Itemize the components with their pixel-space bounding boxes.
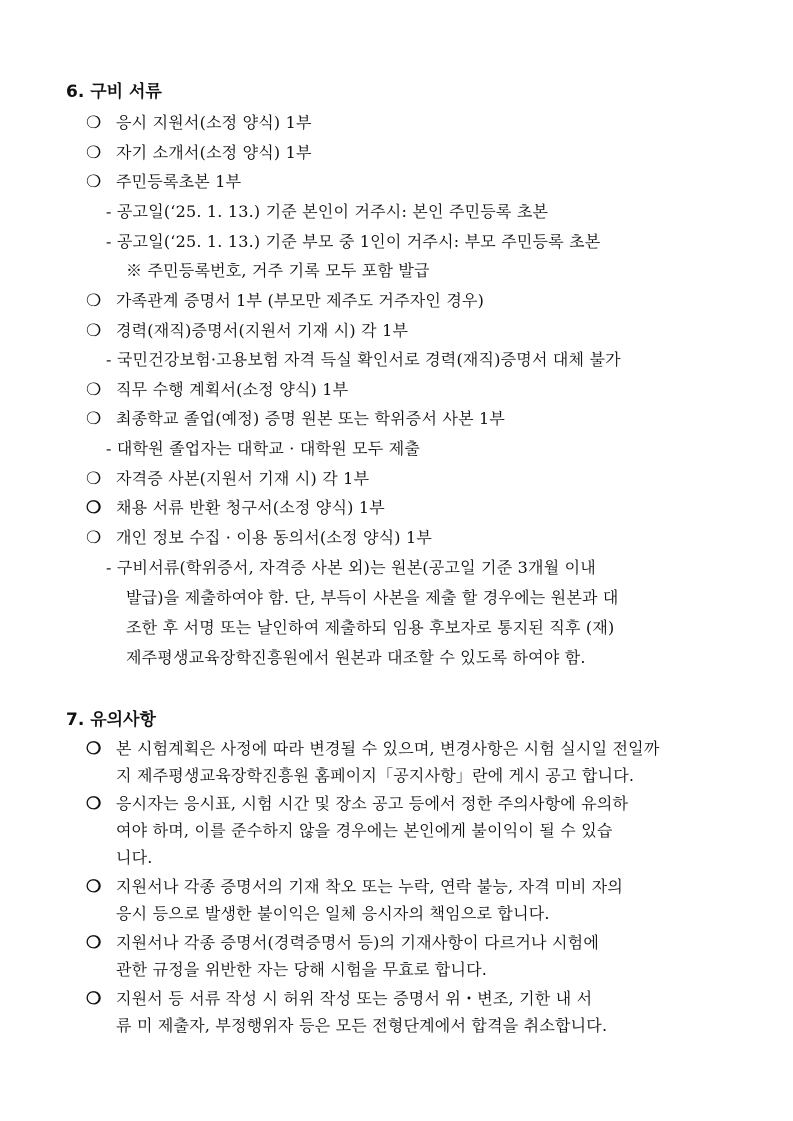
list-item: 지원서 등 서류 작성 시 허위 작성 또는 증명서 위・변조, 기한 내 서 — [116, 989, 593, 1008]
list-item: 지원서나 각종 증명서의 기재 착오 또는 누락, 연락 불능, 자격 미비 자의 — [116, 877, 624, 896]
bullet-icon: ❍ — [86, 113, 102, 133]
list-item: 가족관계 증명서 1부 (부모만 제주도 거주자인 경우) — [116, 291, 485, 310]
sub-item: - 국민건강보험·고용보험 자격 득실 확인서로 경력(재직)증명서 대체 불가 — [106, 350, 621, 369]
bullet-icon: ❍ — [86, 933, 102, 953]
list-item-continuation: 류 미 제출자, 부정행위자 등은 모든 전형단계에서 합격을 취소합니다. — [116, 1016, 608, 1035]
list-item: 채용 서류 반환 청구서(소정 양식) 1부 — [116, 498, 385, 517]
list-item-continuation: 여야 하며, 이를 준수하지 않을 경우에는 본인에게 불이익이 될 수 있습 — [116, 821, 613, 840]
sub-item-continuation: 제주평생교육장학진흥원에서 원본과 대조할 수 있도록 하여야 함. — [126, 648, 586, 667]
list-item: 자기 소개서(소정 양식) 1부 — [116, 143, 312, 162]
list-item: 최종학교 졸업(예정) 증명 원본 또는 학위증서 사본 1부 — [116, 409, 506, 428]
bullet-icon: ❍ — [86, 498, 102, 518]
bullet-icon: ❍ — [86, 172, 102, 192]
bullet-icon: ❍ — [86, 794, 102, 814]
list-item: 직무 수행 계획서(소정 양식) 1부 — [116, 380, 349, 399]
list-item: 자격증 사본(지원서 기재 시) 각 1부 — [116, 469, 370, 488]
bullet-icon: ❍ — [86, 291, 102, 311]
list-item-continuation: 니다. — [116, 848, 153, 867]
section-7-heading: 7. 유의사항 — [66, 710, 156, 730]
list-item: 응시자는 응시표, 시험 시간 및 장소 공고 등에서 정한 주의사항에 유의하 — [116, 794, 629, 813]
list-item-continuation: 지 제주평생교육장학진흥원 홈페이지「공지사항」란에 게시 공고 합니다. — [116, 766, 635, 785]
sub-item-continuation: 조한 후 서명 또는 날인하여 제출하되 임용 후보자로 통지된 직후 (재) — [126, 618, 615, 637]
sub-item: - 공고일(‘25. 1. 13.) 기준 부모 중 1인이 거주시: 부모 주민등록 초본 — [106, 232, 601, 251]
sub-item: - 대학원 졸업자는 대학교 · 대학원 모두 제출 — [106, 439, 421, 458]
sub-item: - 공고일(‘25. 1. 13.) 기준 본인이 거주시: 본인 주민등록 초본 — [106, 202, 549, 221]
list-item: 주민등록초본 1부 — [116, 172, 242, 191]
bullet-icon: ❍ — [86, 469, 102, 489]
section-6-heading: 6. 구비 서류 — [66, 82, 162, 102]
bullet-icon: ❍ — [86, 877, 102, 897]
bullet-icon: ❍ — [86, 739, 102, 759]
list-item: 본 시험계획은 사정에 따라 변경될 수 있으며, 변경사항은 시험 실시일 전일까 — [116, 739, 660, 758]
bullet-icon: ❍ — [86, 989, 102, 1009]
list-item-continuation: 관한 규정을 위반한 자는 당해 시험을 무효로 합니다. — [116, 960, 488, 979]
sub-item: - 구비서류(학위증서, 자격증 사본 외)는 원본(공고일 기준 3개월 이내 — [106, 558, 596, 577]
bullet-icon: ❍ — [86, 409, 102, 429]
sub-item-continuation: 발급)을 제출하여야 함. 단, 부득이 사본을 제출 할 경우에는 원본과 대 — [126, 588, 619, 607]
list-item: 지원서나 각종 증명서(경력증명서 등)의 기재사항이 다르거나 시험에 — [116, 933, 599, 952]
bullet-icon: ❍ — [86, 143, 102, 163]
list-item: 응시 지원서(소정 양식) 1부 — [116, 113, 312, 132]
bullet-icon: ❍ — [86, 380, 102, 400]
bullet-icon: ❍ — [86, 321, 102, 341]
note-item: ※ 주민등록번호, 거주 기록 모두 포함 발급 — [126, 261, 430, 280]
list-item-continuation: 응시 등으로 발생한 불이익은 일체 응시자의 책임으로 합니다. — [116, 904, 550, 923]
list-item: 경력(재직)증명서(지원서 기재 시) 각 1부 — [116, 321, 409, 340]
list-item: 개인 정보 수집 · 이용 동의서(소정 양식) 1부 — [116, 528, 433, 547]
bullet-icon: ❍ — [86, 528, 102, 548]
